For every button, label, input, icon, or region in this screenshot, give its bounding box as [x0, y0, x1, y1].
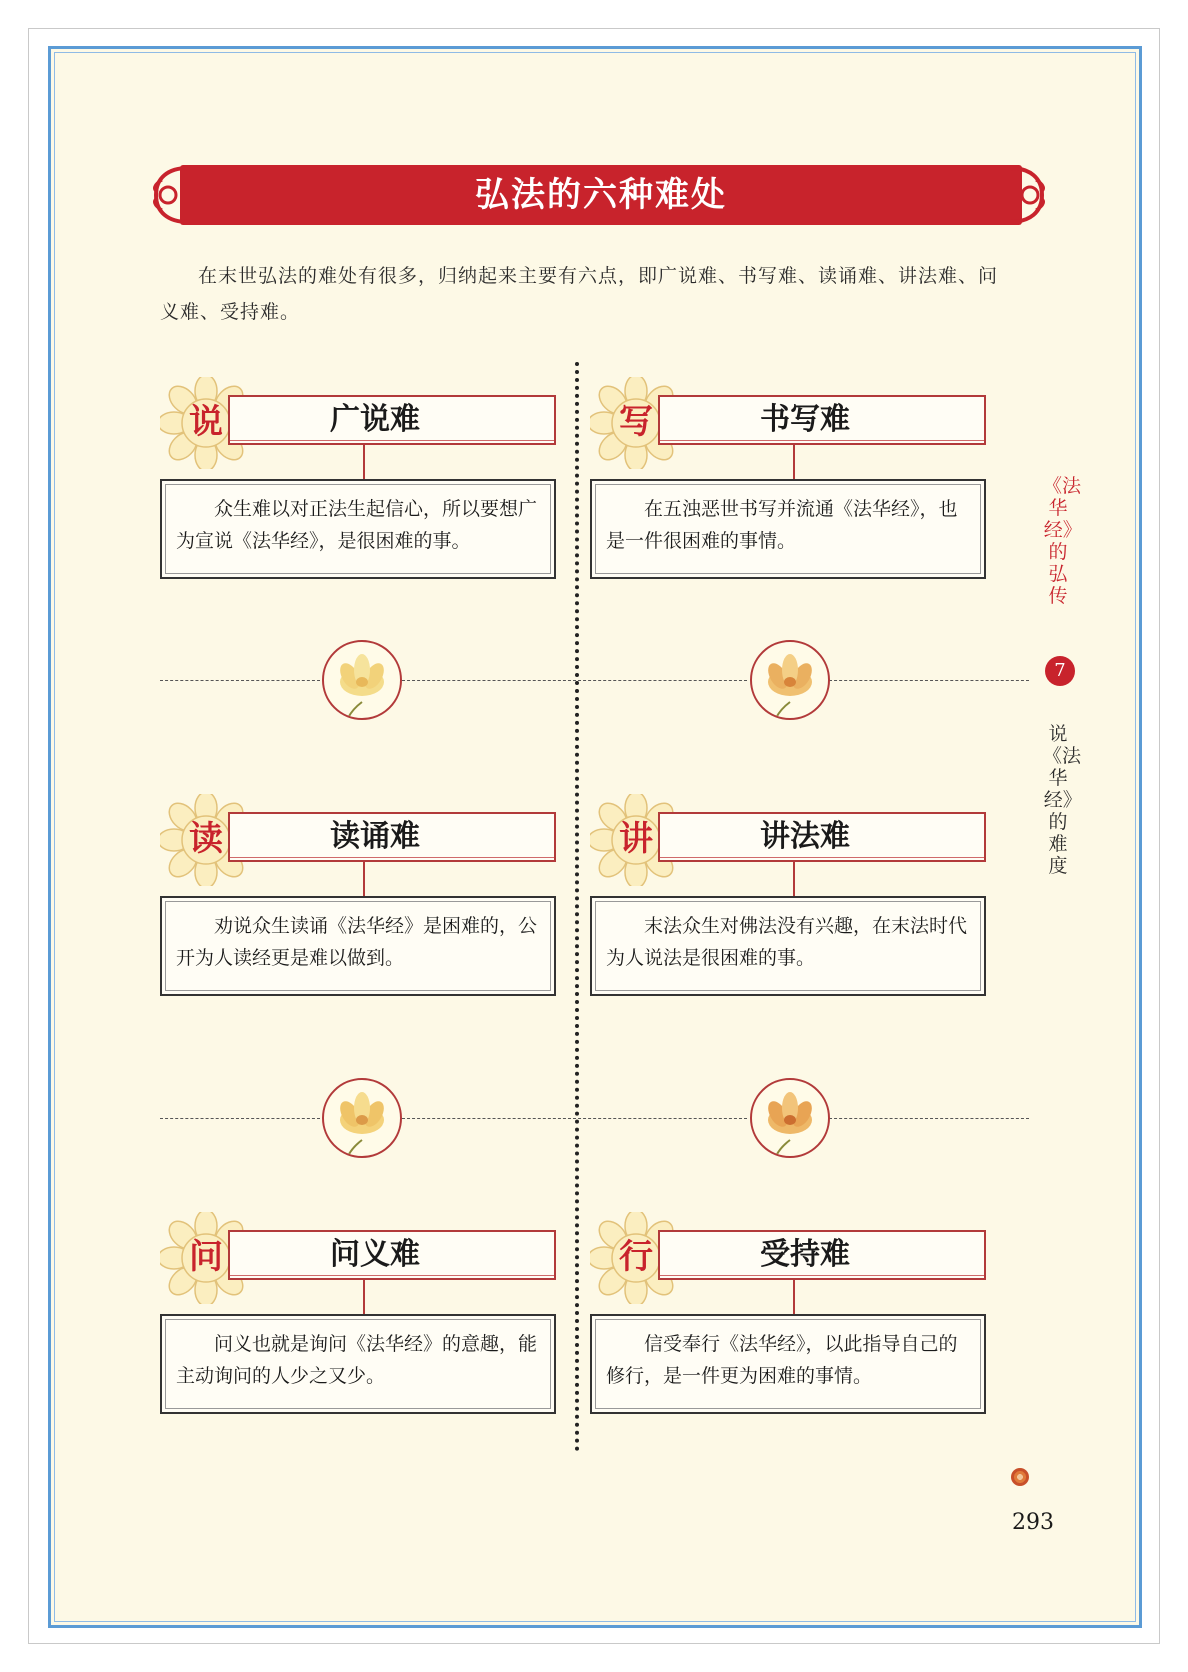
card-title: 问义难 — [330, 1237, 420, 1272]
divider-dash — [160, 1118, 320, 1119]
lotus-medallion — [750, 640, 830, 720]
card-connector — [363, 862, 365, 896]
divider-dash — [402, 680, 747, 681]
lotus-icon — [324, 1080, 400, 1156]
card-connector — [363, 445, 365, 479]
card-connector — [793, 862, 795, 896]
card-title: 广说难 — [330, 402, 420, 437]
card-title: 书写难 — [760, 402, 850, 437]
chapter-number: 7 — [1045, 656, 1075, 686]
card-body: 众生难以对正法生起信心，所以要想广为宣说《法华经》，是很困难的事。 — [176, 498, 538, 552]
lotus-icon — [752, 1080, 828, 1156]
page-number: 293 — [1012, 1510, 1054, 1535]
card-du-song — [160, 812, 580, 1012]
card-wen-yi — [160, 1230, 580, 1430]
card-badge-char: 问 — [189, 1237, 223, 1277]
lotus-medallion — [322, 1078, 402, 1158]
card-badge-char: 讲 — [619, 819, 653, 859]
card-body: 末法众生对佛法没有兴趣，在末法时代为人说法是很困难的事。 — [606, 915, 968, 969]
lotus-icon — [324, 642, 400, 718]
seal-icon — [1011, 1468, 1029, 1486]
card-title: 讲法难 — [760, 819, 850, 854]
card-connector — [793, 445, 795, 479]
card-shu-xie — [590, 395, 1010, 595]
lotus-icon — [752, 642, 828, 718]
side-subsection-title: 说《法华经》的难度 — [1043, 723, 1082, 877]
card-connector — [363, 1280, 365, 1314]
divider-dash — [829, 680, 1029, 681]
lotus-medallion — [322, 640, 402, 720]
card-body: 在五浊恶世书写并流通《法华经》，也是一件很困难的事情。 — [606, 498, 958, 552]
divider-dash — [402, 1118, 747, 1119]
card-title: 受持难 — [760, 1237, 850, 1272]
lotus-medallion — [750, 1078, 830, 1158]
card-connector — [793, 1280, 795, 1314]
card-badge-char: 行 — [619, 1237, 653, 1277]
side-section-title: 《法华经》的弘传 — [1043, 475, 1082, 607]
intro-paragraph: 在末世弘法的难处有很多，归纳起来主要有六点，即广说难、书写难、读诵难、讲法难、问义难、受持难。 — [160, 265, 999, 323]
card-jiang-fa — [590, 812, 1010, 1012]
card-guang-shuo — [160, 395, 580, 595]
divider-dash — [829, 1118, 1029, 1119]
card-badge-char: 读 — [189, 819, 223, 859]
card-body: 问义也就是询问《法华经》的意趣，能主动询问的人少之又少。 — [176, 1333, 538, 1387]
card-body: 劝说众生读诵《法华经》是困难的，公开为人读经更是难以做到。 — [176, 915, 538, 969]
divider-dash — [160, 680, 320, 681]
card-shou-chi — [590, 1230, 1010, 1430]
card-badge-char: 说 — [189, 402, 223, 442]
page-title: 弘法的六种难处 — [475, 175, 727, 215]
card-body: 信受奉行《法华经》，以此指导自己的修行，是一件更为困难的事情。 — [606, 1333, 958, 1387]
card-badge-char: 写 — [619, 402, 653, 442]
card-title: 读诵难 — [330, 819, 420, 854]
